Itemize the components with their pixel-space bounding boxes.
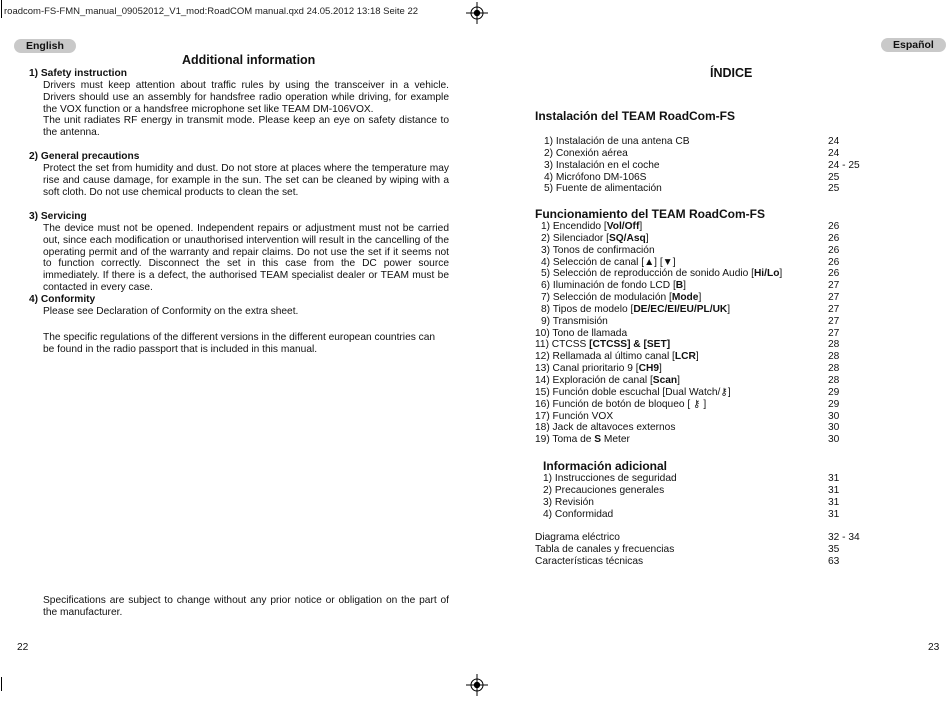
registration-mark-bottom-icon xyxy=(466,674,488,696)
toc-label: Diagrama eléctrico xyxy=(535,532,620,543)
toc-label xyxy=(535,434,630,446)
toc-label xyxy=(541,304,730,316)
section-body: Please see Declaration of Conformity on the extra sheet. xyxy=(43,305,299,317)
toc-page: 28 xyxy=(828,374,840,386)
toc-label-text: 7) Selección de modulación [ xyxy=(541,292,672,304)
crop-mark-top xyxy=(1,0,2,18)
toc-label xyxy=(541,292,701,304)
toc-label xyxy=(541,245,655,257)
toc-label-text: 1) Encendido [ xyxy=(541,221,607,232)
index-title: ÍNDICE xyxy=(710,66,753,80)
section-heading: 2) General precautions xyxy=(29,151,140,162)
toc-label xyxy=(541,316,608,328)
toc-label xyxy=(535,387,731,399)
toc-label-text: 14) Exploración de canal [ xyxy=(535,374,653,386)
language-tab-spanish: Español xyxy=(881,38,946,52)
toc-label-text: 16) Función de botón de bloqueo [ ⚷ ] xyxy=(535,398,707,410)
crop-mark-bottom xyxy=(1,677,2,691)
toc-label-text: 19) Toma de xyxy=(535,434,595,446)
toc-label-text: 9) Transmisión xyxy=(541,315,608,327)
section-body: Drivers must keep attention about traffic rules by using the transceiver in a vehicle. Drivers should use an assembly for handsfree radio operation while driving, for example the VOX function or a handsfree microphone set like TEAM DM-106VOX. xyxy=(43,79,449,115)
toc-page: 28 xyxy=(828,351,840,363)
section-body-2: The unit radiates RF energy in transmit mode. Please keep an eye on safety distance to the antenna. xyxy=(43,115,449,139)
toc-heading-operation: Funcionamiento del TEAM RoadCom-FS xyxy=(535,207,765,221)
section-heading: 1) Safety instruction xyxy=(29,68,127,79)
page-number-right: 23 xyxy=(928,642,940,653)
toc-label xyxy=(535,399,706,411)
toc-label xyxy=(535,351,699,363)
toc-label-bold: Scan xyxy=(652,374,678,386)
toc-label-suffix: Meter xyxy=(601,434,630,446)
toc-page: 27 xyxy=(828,292,840,304)
regulations-note: The specific regulations of the different versions in the different european countries can be found in the radio passport that is included in this manual. xyxy=(43,332,436,355)
section-conformity xyxy=(29,294,449,318)
toc-page: 24 xyxy=(828,147,840,159)
toc-label-text: 18) Jack de altavoces externos xyxy=(535,422,676,434)
toc-page: 26 xyxy=(828,244,840,256)
toc-label-text: 13) Canal prioritario 9 [ xyxy=(535,363,639,375)
toc-label xyxy=(541,280,686,292)
toc-page: 30 xyxy=(828,410,840,422)
toc-page: 26 xyxy=(828,256,840,268)
toc-label-text: 10) Tono de llamada xyxy=(535,327,628,339)
toc-label-suffix: ] xyxy=(639,221,643,232)
toc-page: 26 xyxy=(828,268,840,280)
toc-page: 31 xyxy=(828,496,840,508)
toc-label-bold: [CTCSS] & [SET] xyxy=(589,339,671,351)
toc-label xyxy=(541,257,676,269)
toc-page: 35 xyxy=(828,543,840,555)
toc-page: 27 xyxy=(828,303,840,315)
toc-page: 32 - 34 xyxy=(828,532,860,543)
toc-label-text: 3) Tonos de confirmación xyxy=(541,244,655,256)
toc-label xyxy=(535,339,670,351)
section-body: The device must not be opened. Independent repairs or adjustment must not be carried out, since each modification or unauthorised intervention will result in the cancelling of the operating permit and of the warranty and repair claims. Do not use the set if it seems not to function correctly. Disconnect the set in this case from the DC power source immediately. If there is a defect, the authorised TEAM specialist dealer or TEAM must be contacted in every case. xyxy=(43,222,449,294)
toc-page: 24 - 25 xyxy=(828,159,860,171)
registration-mark-top-icon xyxy=(466,2,488,24)
toc-label-bold: B xyxy=(675,280,684,292)
toc-label-suffix: ] xyxy=(677,374,680,386)
toc-label-text: 2) Silenciador [ xyxy=(541,232,609,244)
toc-page: 31 xyxy=(828,508,840,520)
toc-label: 2) Precauciones generales xyxy=(543,484,665,496)
toc-label-text: 4) Selección de canal [▲] [▼] xyxy=(541,256,676,268)
toc-label-text: 11) CTCSS xyxy=(535,339,590,351)
file-header: roadcom-FS-FMN_manual_09052012_V1_mod:RoadCOM manual.qxd 24.05.2012 13:18 Seite 22 xyxy=(4,6,419,17)
toc-label-bold: SQ/Asq xyxy=(608,232,646,244)
toc-label: 4) Micrófono DM-106S xyxy=(544,171,647,183)
toc-page: 25 xyxy=(828,183,840,195)
language-tab-english: English xyxy=(14,39,76,53)
section-safety xyxy=(29,68,449,139)
toc-label: 3) Revisión xyxy=(543,496,594,508)
toc-page: 24 xyxy=(828,136,840,147)
toc-label-suffix: ] xyxy=(645,232,649,244)
toc-label-bold: Vol/Off xyxy=(606,221,640,232)
toc-label-suffix: ] xyxy=(779,268,783,280)
toc-label: 2) Conexión aérea xyxy=(544,147,628,159)
toc-label xyxy=(541,221,642,233)
toc-label-suffix: ] xyxy=(698,292,702,304)
toc-label-text: 8) Tipos de modelo [ xyxy=(541,303,634,315)
section-servicing xyxy=(29,211,449,294)
toc-page: 25 xyxy=(828,171,840,183)
toc-label-bold: CH9 xyxy=(638,363,660,375)
toc-label xyxy=(541,233,649,245)
toc-page: 26 xyxy=(828,221,840,232)
toc-label xyxy=(535,422,675,434)
toc-page: 28 xyxy=(828,339,840,351)
toc-page: 27 xyxy=(828,315,840,327)
toc-page: 30 xyxy=(828,422,840,434)
toc-label xyxy=(535,328,627,340)
toc-page: 26 xyxy=(828,232,840,244)
toc-page: 31 xyxy=(828,484,840,496)
toc-label-bold: DE/EC/EI/EU/PL/UK xyxy=(633,303,728,315)
toc-label-text: 15) Función doble escuchal [Dual Watch/⚷] xyxy=(535,386,731,398)
toc-label-text: 17) Función VOX xyxy=(535,410,614,422)
toc-label-bold: LCR xyxy=(674,351,696,363)
toc-label xyxy=(535,363,662,375)
toc-page: 30 xyxy=(828,434,840,446)
toc-label-bold: Hi/Lo xyxy=(753,268,780,280)
toc-page: 27 xyxy=(828,280,840,292)
toc-label: Características técnicas xyxy=(535,555,644,567)
section-precautions xyxy=(29,151,449,198)
toc-label: 1) Instrucciones de seguridad xyxy=(543,473,677,484)
section-body: Protect the set from humidity and dust. Do not store at places where the temperature may rise and cause damage, for example in the sun. The set can be cleaned by wiping with a soft cloth. Do not use chemical products to clean the set. xyxy=(43,162,449,198)
toc-heading-additional: Información adicional xyxy=(543,459,668,473)
toc-label-suffix: ] xyxy=(659,363,662,375)
toc-label-bold: S xyxy=(594,434,602,446)
toc-label xyxy=(535,411,613,423)
page-title: Additional information xyxy=(182,53,316,67)
toc-label: 5) Fuente de alimentación xyxy=(544,183,662,195)
toc-label-text: 5) Selección de reproducción de sonido Audio [ xyxy=(541,268,754,280)
toc-label-suffix: ] xyxy=(683,280,686,292)
section-heading: 3) Servicing xyxy=(29,211,87,222)
toc-page: 29 xyxy=(828,398,840,410)
toc-page: 63 xyxy=(828,555,840,567)
toc-label-text: 12) Rellamada al último canal [ xyxy=(535,351,675,363)
page-number-left: 22 xyxy=(17,642,29,653)
toc-label-suffix: ] xyxy=(727,303,731,315)
toc-page: 29 xyxy=(828,386,840,398)
toc-heading-installation: Instalación del TEAM RoadCom-FS xyxy=(535,109,736,123)
toc-label: 3) Instalación en el coche xyxy=(544,159,660,171)
toc-label-bold: Mode xyxy=(671,292,699,304)
toc-label: Tabla de canales y frecuencias xyxy=(535,543,675,555)
toc-label: 1) Instalación de una antena CB xyxy=(544,136,690,147)
toc-label xyxy=(535,375,680,387)
toc-label-suffix: ] xyxy=(695,351,699,363)
section-heading: 4) Conformity xyxy=(29,294,96,305)
specifications-note: Specifications are subject to change without any prior notice or obligation on the part of the manufacturer. xyxy=(43,595,449,618)
toc-label: 4) Conformidad xyxy=(543,508,614,520)
toc-page: 27 xyxy=(828,327,840,339)
toc-label-text: 6) Iluminación de fondo LCD [ xyxy=(541,280,676,292)
toc-page: 31 xyxy=(828,473,840,484)
toc-page: 28 xyxy=(828,363,840,375)
toc-label xyxy=(541,268,782,280)
